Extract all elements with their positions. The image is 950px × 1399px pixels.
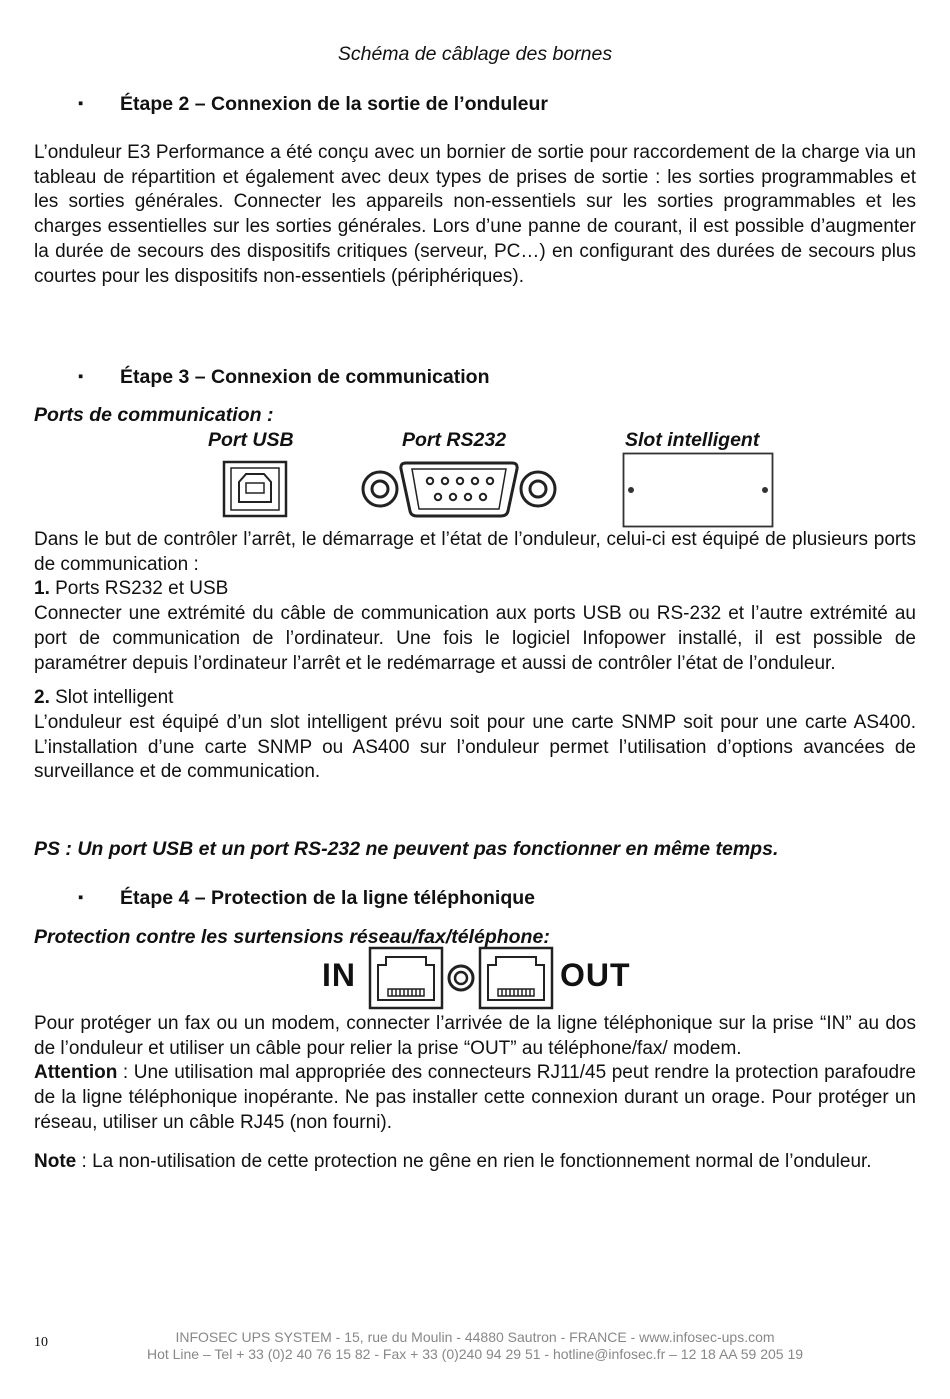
step4-heading [78, 886, 535, 910]
usb-port-icon [222, 460, 288, 518]
item1-text: Connecter une extrémité du câble de communication aux ports USB ou RS-232 et l’autre extrémité au port de communication de l’ordinateur. Une fois le logiciel Infopower installé, il est possible de paramétrer depuis l’ordinateur l’arrêt et le redémarrage et aussi de contrôler l’état de l’onduleur. [34, 603, 916, 674]
step4-subheading: Protection contre les surtensions réseau/fax/téléphone: [34, 926, 550, 948]
step4-text [34, 1012, 916, 1174]
note-paragraph: Note : La non-utilisation de cette protection ne gêne en rien le fonctionnement normal de l’onduleur. [34, 1150, 872, 1172]
rj-jack-in-icon [370, 948, 442, 1008]
step4-title: Étape 4 – Protection de la ligne téléphonique [120, 887, 535, 909]
attention-paragraph: Attention : Une utilisation mal appropriée des connecteurs RJ11/45 peut rendre la protection parafoudre de la ligne téléphonique inopérante. Ne pas installer cette connexion durant un orage. Pour protéger un réseau, utiliser un câble RJ45 (non fourni). [34, 1062, 916, 1133]
footer-line-1: INFOSEC UPS SYSTEM - 15, rue du Moulin - 44880 Sautron - FRANCE - www.infosec-ups.com [175, 1329, 775, 1345]
slot-label: Slot intelligent [625, 429, 760, 451]
page-number: 10 [34, 1335, 48, 1350]
rj11-jacks-icon [368, 945, 554, 1011]
step3-intro: Dans le but de contrôler l’arrêt, le démarrage et l’état de l’onduleur, celui-ci est équipé de plusieurs ports de communication : 1. Ports RS232 et USB Connecter une extrémité du câble de communication aux ports USB ou RS-232 et l’autre extrémité au port de communication de l’ordinateur. Une fois le logiciel Infopower installé, il est possible de paramétrer depuis l’ordinateur l’arrêt et le redémarrage et aussi de contrôler l’état de l’onduleur. 2. Slot intelligent L’onduleur est équipé d’un slot intelligent prévu soit pour une carte SNMP soit pour une carte AS400. L’installation d’une carte SNMP ou AS400 sur l’onduleur permet l’utilisation d’options avancées de surveillance et de communication. [34, 528, 916, 785]
step3-title: Étape 3 – Connexion de communication [120, 366, 490, 388]
step4-paragraph: Pour protéger un fax ou un modem, connecter l’arrivée de la ligne téléphonique sur la prise “IN” au dos de l’onduleur et utiliser un câble pour relier la prise “OUT” au téléphone/fax/ modem. [34, 1013, 916, 1059]
intelligent-slot-icon [622, 452, 774, 528]
ports-heading: Ports de communication : [34, 404, 274, 426]
label-in: IN [322, 957, 356, 993]
step2-heading [78, 92, 548, 116]
rs232-port-icon [360, 457, 558, 521]
step3-heading [78, 365, 489, 389]
item2-heading: 2. Slot intelligent [34, 687, 174, 709]
step2-paragraph: L’onduleur E3 Performance a été conçu avec un bornier de sortie pour raccordement de la charge via un tableau de répartition et également avec deux types de prises de sortie : les sorties programmables et les sorties générales. Connecter les appareils non-essentiels sur les sorties programmables et les charges essentielles sur les sorties générales. Lors d’une panne de courant, il est possible d’augmenter la durée de secours des dispositifs critiques (serveur, PC…) en configurant des durées de secours plus courtes pour les dispositifs non-essentiels (périphériques). [34, 142, 916, 287]
step2-title: Étape 2 – Connexion de la sortie de l’onduleur [120, 93, 549, 115]
port-rs232-label: Port RS232 [402, 429, 507, 451]
ps-note: PS : Un port USB et un port RS-232 ne peuvent pas fonctionner en même temps. [34, 838, 779, 860]
figure-caption: Schéma de câblage des bornes [337, 43, 613, 65]
bullet-icon: ▪ [78, 368, 84, 385]
footer-line-2: Hot Line – Tel + 33 (0)2 40 76 15 82 - Fax + 33 (0)240 94 29 51 - hotline@infosec.fr – 12 18 AA 59 205 19 [146, 1346, 804, 1362]
label-out: OUT [560, 957, 631, 993]
item2-text: L’onduleur est équipé d’un slot intelligent prévu soit pour une carte SNMP soit pour une carte AS400. L’installation d’une carte SNMP ou AS400 sur l’onduleur permet l’utilisation d’options avancées de surveillance et de communication. [34, 711, 916, 783]
bullet-icon: ▪ [78, 889, 84, 906]
rj-jack-out-icon [480, 948, 552, 1008]
bullet-icon: ▪ [78, 95, 84, 112]
item1-heading: 1. Ports RS232 et USB [34, 578, 229, 600]
port-usb-label: Port USB [208, 429, 294, 451]
